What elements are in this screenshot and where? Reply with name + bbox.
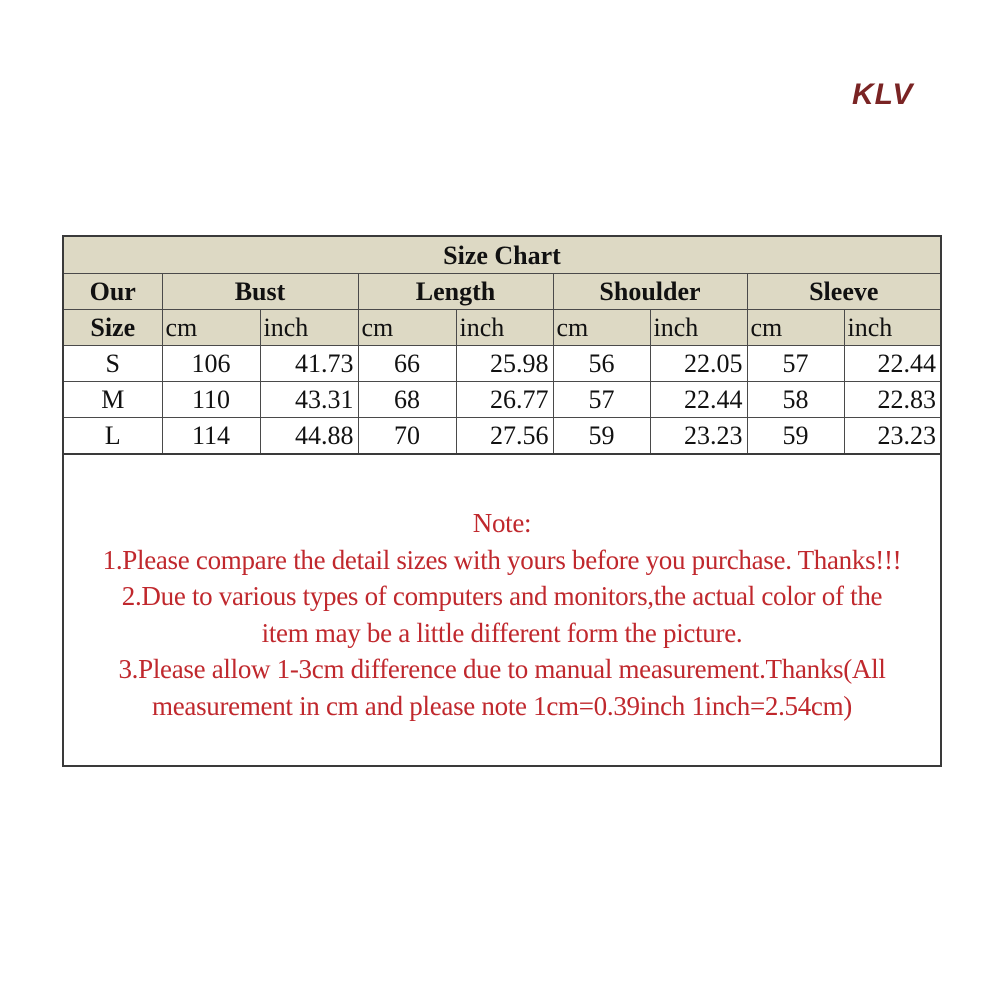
brand-logo: KLV: [852, 78, 914, 111]
table-cell: 110: [162, 382, 260, 418]
header-our: Our: [64, 274, 162, 310]
size-label: S: [64, 346, 162, 382]
table-cell: 59: [747, 418, 844, 455]
table-row: [64, 346, 940, 382]
table-cell: 23.23: [844, 418, 940, 455]
unit-cell: inch: [456, 310, 553, 346]
table-cell: 22.44: [650, 382, 747, 418]
size-table: [64, 237, 940, 455]
size-label: M: [64, 382, 162, 418]
table-cell: 59: [553, 418, 650, 455]
table-cell: 27.56: [456, 418, 553, 455]
table-cell: 68: [358, 382, 456, 418]
header-sleeve: Sleeve: [747, 274, 940, 310]
table-cell: 114: [162, 418, 260, 455]
table-cell: 106: [162, 346, 260, 382]
table-cell: 23.23: [650, 418, 747, 455]
table-cell: 57: [553, 382, 650, 418]
note-line: 2.Due to various types of computers and monitors,the actual color of the: [121, 581, 883, 611]
table-cell: 26.77: [456, 382, 553, 418]
header-bust: Bust: [162, 274, 358, 310]
size-label: L: [64, 418, 162, 455]
title-row: [64, 237, 940, 274]
note-line: 1.Please compare the detail sizes with yours before you purchase. Thanks!!!: [102, 544, 902, 575]
note-line: 3.Please allow 1-3cm difference due to manual measurement.Thanks(All: [118, 654, 886, 684]
notes-section: [64, 455, 940, 724]
table-cell: 22.05: [650, 346, 747, 382]
table-cell: 22.44: [844, 346, 940, 382]
unit-cell: cm: [553, 310, 650, 346]
table-cell: 41.73: [260, 346, 358, 382]
table-cell: 57: [747, 346, 844, 382]
note-line: measurement in cm and please note 1cm=0.39inch 1inch=2.54cm): [152, 690, 852, 721]
table-row: [64, 418, 940, 455]
unit-cell: inch: [844, 310, 940, 346]
unit-header-row: [64, 310, 940, 346]
table-cell: 70: [358, 418, 456, 455]
table-cell: 58: [747, 382, 844, 418]
group-header-row: [64, 274, 940, 310]
table-cell: 25.98: [456, 346, 553, 382]
unit-cell: inch: [260, 310, 358, 346]
table-cell: 43.31: [260, 382, 358, 418]
table-cell: 44.88: [260, 418, 358, 455]
note-line: item may be a little different form the picture.: [261, 617, 743, 648]
table-row: [64, 382, 940, 418]
size-chart: [62, 235, 942, 767]
unit-cell: inch: [650, 310, 747, 346]
unit-cell: cm: [358, 310, 456, 346]
table-cell: 22.83: [844, 382, 940, 418]
chart-title: Size Chart: [64, 237, 940, 274]
table-cell: 66: [358, 346, 456, 382]
notes-heading: Note:: [472, 508, 532, 538]
unit-cell: cm: [747, 310, 844, 346]
header-length: Length: [358, 274, 553, 310]
header-size: Size: [64, 310, 162, 346]
table-cell: 56: [553, 346, 650, 382]
header-shoulder: Shoulder: [553, 274, 747, 310]
unit-cell: cm: [162, 310, 260, 346]
